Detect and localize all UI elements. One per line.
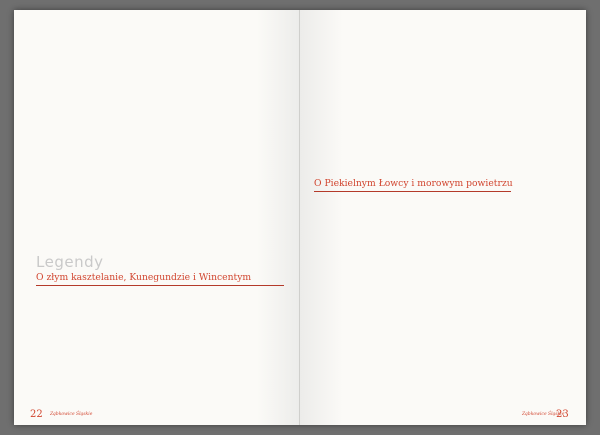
left-page: [14, 10, 300, 425]
right-page-bottom-text: [314, 196, 564, 404]
left-heading-text: O złym kasztelanie, Kunegundzie i Wincentym: [36, 272, 252, 283]
right-page: [300, 10, 586, 425]
right-heading-tail-text: [514, 178, 564, 195]
left-heading-rule: [36, 285, 284, 286]
left-page-number: 22: [30, 409, 43, 420]
book-spread: [14, 10, 586, 425]
right-page-top-text: [314, 20, 564, 171]
right-heading-rule: [314, 191, 511, 192]
right-page-heading: [314, 178, 513, 189]
left-page-bottom-text: [36, 288, 284, 404]
left-page-heading: [36, 272, 251, 283]
right-page-number: 23: [556, 409, 569, 420]
left-page-top-text: [36, 20, 284, 246]
section-label: Legendy: [36, 253, 104, 271]
left-running-title: Ząbkowice Śląskie: [50, 412, 93, 417]
right-running-title: Ząbkowice Śląskie: [522, 412, 565, 417]
right-heading-text: O Piekielnym Łowcy i morowym powietrzu: [314, 178, 513, 189]
